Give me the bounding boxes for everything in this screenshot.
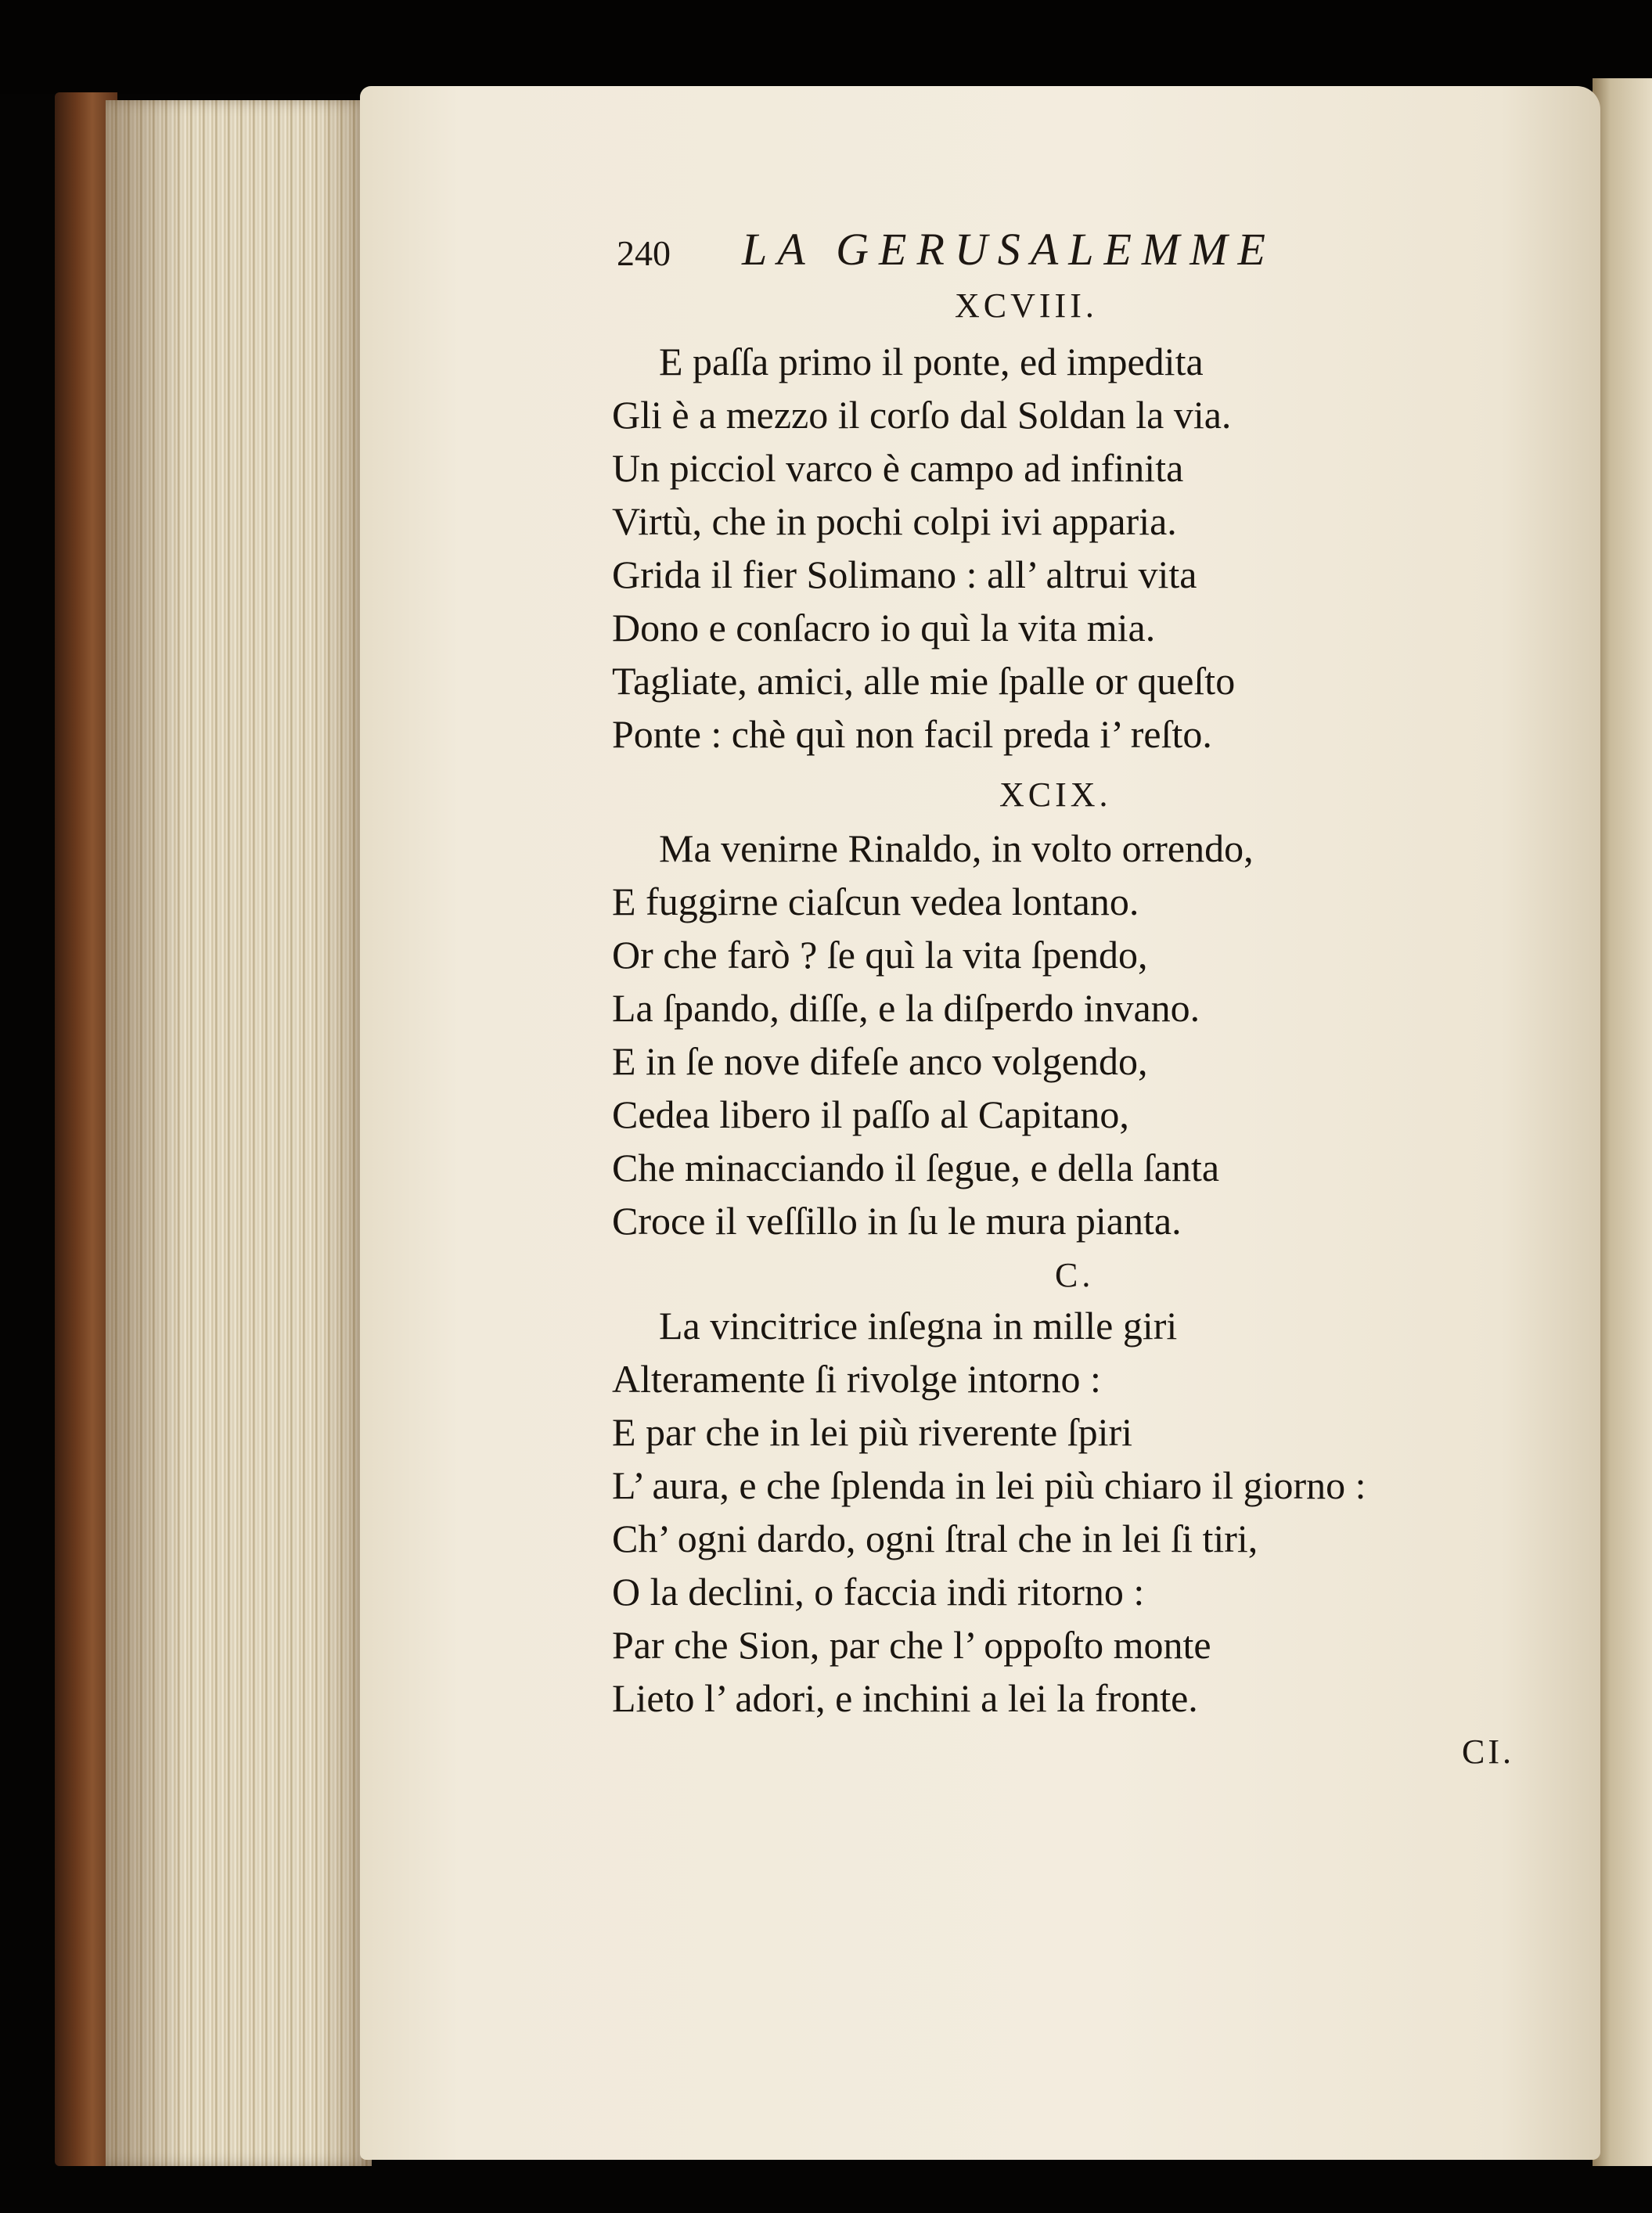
verse-line: Dono e conſacro io quì la vita mia.	[612, 606, 1156, 650]
verse-line: E paſſa primo il ponte, ed impedita	[659, 340, 1204, 383]
verse-line: Che minacciando il ſegue, e della ſanta	[612, 1146, 1220, 1189]
verse-line: La vincitrice inſegna in mille giri	[659, 1304, 1178, 1348]
stanza	[612, 335, 1235, 761]
stanza-number: XCIX.	[999, 775, 1112, 814]
verse-line: Croce il veſſillo in ſu le mura pianta.	[612, 1199, 1182, 1243]
facing-page-edge	[1593, 78, 1652, 2166]
verse-line: Grida il fier Solimano : all’ altrui vita	[612, 552, 1197, 596]
stanza-number: XCVIII.	[955, 286, 1098, 325]
verse-line: E in ſe nove difeſe anco volgendo,	[612, 1039, 1148, 1083]
page-number: 240	[617, 233, 671, 273]
verse-line: Un picciol varco è campo ad infinita	[612, 446, 1184, 490]
verse-line: La ſpando, diſſe, e la diſperdo invano.	[612, 986, 1200, 1030]
stanza-number: C.	[1055, 1256, 1095, 1294]
verse-line: Par che Sion, par che l’ oppoſto monte	[612, 1623, 1211, 1667]
verse-line: Gli è a mezzo il corſo dal Soldan la via.	[612, 393, 1232, 437]
background	[0, 0, 1652, 94]
verse-line: Lieto l’ adori, e inchini a lei la fronte.	[612, 1676, 1198, 1720]
running-title: LA GERUSALEMME	[742, 224, 1276, 275]
verse-line: Or che farò ? ſe quì la vita ſpendo,	[612, 933, 1148, 977]
verse-line: Cedea libero il paſſo al Capitano,	[612, 1092, 1129, 1136]
stanza	[612, 1299, 1366, 1725]
page-header	[617, 223, 1384, 286]
stanza	[612, 822, 1254, 1247]
verse-line: Alteramente ſi rivolge intorno :	[612, 1357, 1101, 1401]
verse-line: Ma venirne Rinaldo, in volto orrendo,	[659, 826, 1254, 870]
verse-line: Ch’ ogni dardo, ogni ſtral che in lei ſi tiri,	[612, 1517, 1258, 1560]
verse-line: O la declini, o faccia indi ritorno :	[612, 1570, 1145, 1614]
verse-line: Virtù, che in pochi colpi ivi apparia.	[612, 499, 1177, 543]
verse-line: Ponte : chè quì non facil preda i’ reſto.	[612, 712, 1212, 756]
verse-line: Tagliate, amici, alle mie ſpalle or queſto	[612, 659, 1236, 703]
verse-line: E fuggirne ciaſcun vedea lontano.	[612, 880, 1139, 923]
verse-line: L’ aura, e che ſplenda in lei più chiaro il giorno :	[612, 1463, 1366, 1507]
catchword: CI.	[1462, 1733, 1514, 1771]
verse-line: E par che in lei più riverente ſpiri	[612, 1410, 1133, 1454]
